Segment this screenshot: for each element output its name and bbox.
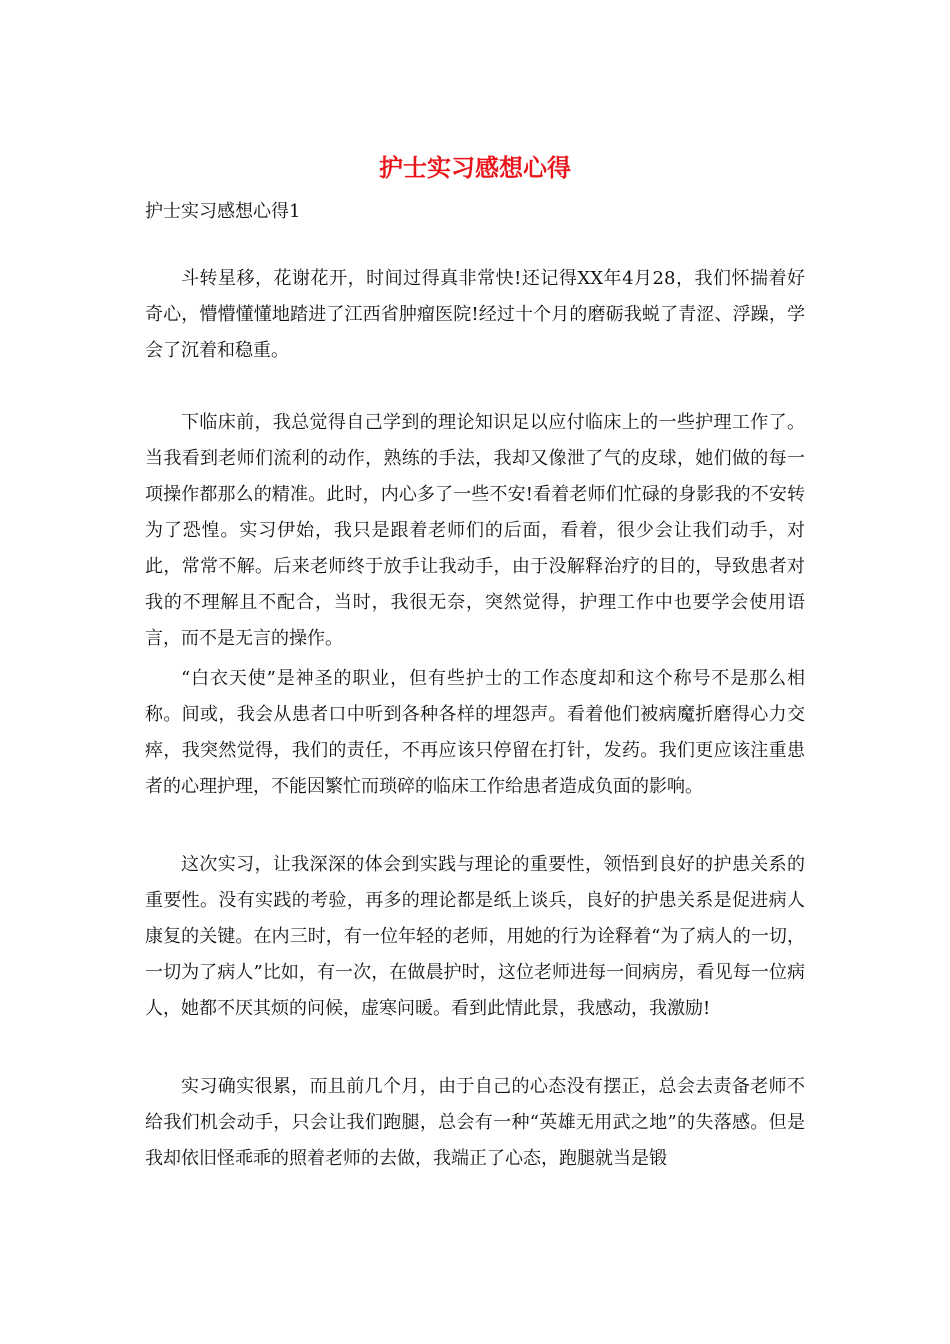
paragraph-3: “白衣天使”是神圣的职业，但有些护士的工作态度却和这个称号不是那么相称。间或，我会从患者口中听到各种各样的埋怨声。看着他们被病魔折磨得心力交瘁，我突然觉得，我们的责任，不再应该只停留在打针，发药。我们更应该注重患者的心理护理，不能因繁忙而琐碎的临床工作给患者造成负面的影响。	[145, 668, 805, 797]
paragraph-1: 斗转星移，花谢花开，时间过得真非常快!还记得XX年4月28，我们怀揣着好奇心，懵懵懂懂地踏进了江西省肿瘤医院!经过十个月的磨砺我蜕了青涩、浮躁，学会了沉着和稳重。	[145, 268, 805, 361]
document-subtitle: 护士实习感想心得1	[145, 201, 301, 222]
paragraph-4: 这次实习，让我深深的体会到实践与理论的重要性，领悟到良好的护患关系的重要性。没有实践的考验，再多的理论都是纸上谈兵，良好的护患关系是促进病人康复的关键。在内三时，有一位年轻的老师，用她的行为诠释着“为了病人的一切，一切为了病人”比如，有一次，在做晨护时，这位老师进每一间病房，看见每一位病人，她都不厌其烦的问候，虚寒问暖。看到此情此景，我感动，我激励!	[145, 854, 805, 1019]
paragraph-2: 下临床前，我总觉得自己学到的理论知识足以应付临床上的一些护理工作了。当我看到老师们流利的动作，熟练的手法，我却又像泄了气的皮球，她们做的每一项操作都那么的精准。此时，内心多了一些不安!看着老师们忙碌的身影我的不安转为了恐惶。实习伊始，我只是跟着老师们的后面，看着，很少会让我们动手，对此，常常不解。后来老师终于放手让我动手，由于没解释治疗的目的，导致患者对我的不理解且不配合，当时，我很无奈，突然觉得，护理工作中也要学会使用语言，而不是无言的操作。	[145, 412, 805, 649]
document-title: 护士实习感想心得	[379, 153, 571, 182]
paragraph-5: 实习确实很累，而且前几个月，由于自己的心态没有摆正，总会去责备老师不给我们机会动手，只会让我们跑腿，总会有一种“英雄无用武之地”的失落感。但是我却依旧怪乖乖的照着老师的去做，我端正了心态，跑腿就当是锻	[145, 1076, 805, 1169]
